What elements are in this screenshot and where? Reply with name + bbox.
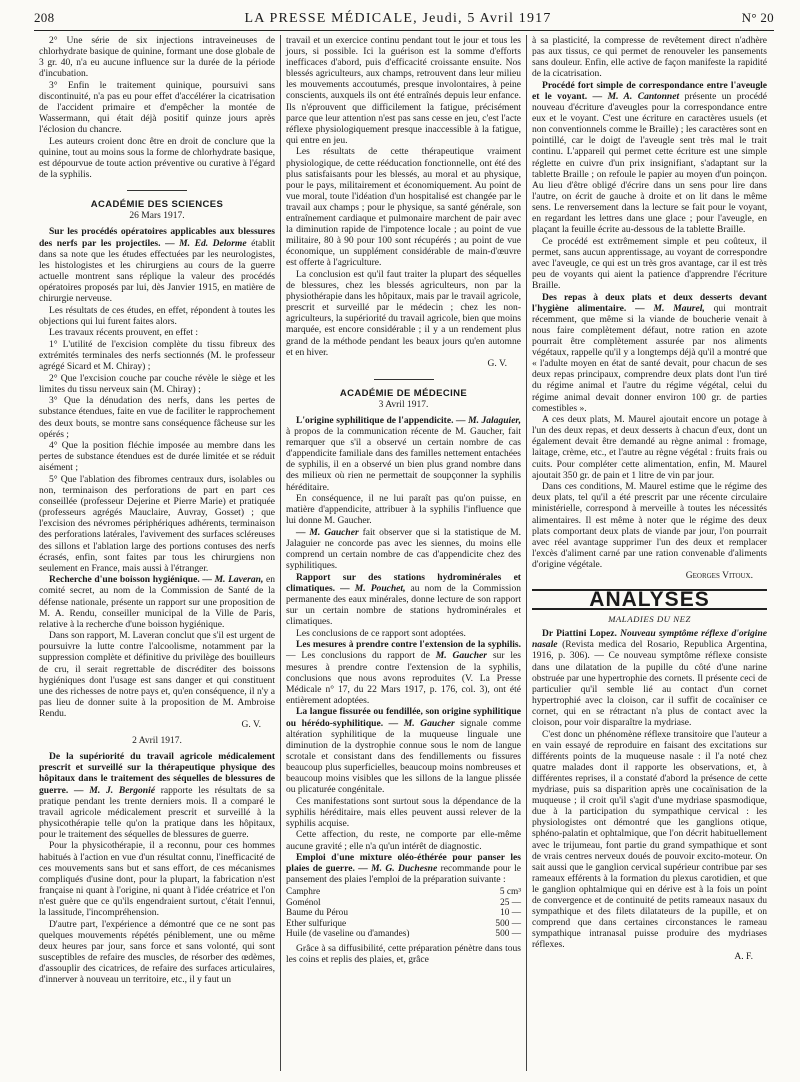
article-title: Emploi d'une mixture oléo-éthérée pour panser les plaies de guerre. <box>286 852 521 875</box>
article-text: à propos de la communication récente de M. Gaucher, fait remarquer que s'il a observé un certain nombre de cas d'appendicite familiale dans des familles nettement entachées de syphilis, il en a observé un bien plus grand nombre dans des milieux où rien ne permettait de soupçonner la syphilis héréditaire. <box>286 426 521 493</box>
article <box>286 415 521 493</box>
paragraph: C'est donc un phénomène réflexe transitoire que l'auteur a en vain essayé de reproduire en faisant des excitations sur différents points de la muqueuse nasale : il l'a noté chez quatre malades dont il rapporte les observations, et, à différentes reprises, il a constaté d'abord la présence de cette mydriase, puis sa disparition après une cocaïnisation de la muqueuse ; il croit qu'il s'agit d'une mydriase spasmodique, due à la participation du sympathique cervical : les physiologistes ont démontré que les ganglions otique, sphéno-palatin et ophtalmique, que l'on décrit habituellement avec le trijumeau, font partie du grand sympathique et sont de vrais centres nerveux doués de pouvoir excito-moteur. On sait aussi que le ganglion cervical supérieur contribue par ses rameaux efférents à la formation du plexus carotidien, et que le ganglion ophtalmique qui en dérive est à la fois un point de convergence et de continuité de petits rameaux nasaux du sympathique et des filets dilatateurs de la pupille, et on comprend que dans certaines circonstances le rameau sympathique intranasal puisse produire des mydriases réflexes. <box>532 728 767 951</box>
article-title: Sur les procédés opératoires applicables aux blessures des nerfs par les projectiles. <box>39 226 275 249</box>
article-title: L'origine syphilitique de l'appendicite. <box>296 415 454 426</box>
article-author: — M. A. Cantonnet <box>592 90 680 102</box>
article-author: — M. Maurel, <box>635 302 705 314</box>
paragraph: 3° Que la dénudation des nerfs, dans les pertes de substance étendues, faite en vue de faciliter le rapprochement des deux bouts, se montre sans conséquence fâcheuse sur les opérés ; <box>39 395 275 440</box>
paragraph: Les résultats de ces études, en effet, répondent à toutes les objections qui lui furent faites alors. <box>39 304 275 327</box>
header-rule <box>34 30 774 31</box>
article-author: — M. Pouchet, <box>340 582 406 594</box>
recipe-row <box>286 887 521 898</box>
article-author: — M. Laveran, <box>202 574 264 586</box>
paragraph: La conclusion est qu'il faut traiter la plupart des séquelles de blessures, chez les blessés agriculteurs, non par la physiothérapie dans les hôpitaux, mais par le travail agricole, prescrit et surveillé par le médecin ; chez les non-agriculteurs, la supériorité du travail agricole, bien que moins marquée, est encore considérable ; il y a un rendement plus grand de la méthode pendant les beaux jours qu'en automne et en hiver. <box>286 268 521 358</box>
paragraph: Grâce à sa diffusibilité, cette préparation pénètre dans tous les coins et replis des plaies, et, grâce <box>286 942 521 966</box>
running-header <box>34 0 774 28</box>
column-3 <box>526 35 772 1071</box>
paragraph: 2° Que l'excision couche par couche révèle le siège et les limites du tissu nerveux sain (M. Chiray) ; <box>39 372 275 395</box>
recipe-quantity: 10 — <box>500 908 521 919</box>
paragraph: 1° L'utilité de l'excision complète du tissu fibreux des extrémités terminales des nerfs sectionnés (M. le professeur agrégé Sicard et M. Chiray) ; <box>39 338 275 373</box>
article <box>286 527 521 571</box>
recipe-ingredient: Camphre <box>286 887 321 898</box>
signature: Georges Vitoux. <box>685 570 753 581</box>
recipe-quantity: 500 — <box>495 929 521 940</box>
section-heading: ACADÉMIE DES SCIENCES <box>90 199 224 211</box>
article <box>39 574 275 629</box>
separator <box>127 190 187 191</box>
recipe-ingredient: Goménol <box>286 897 321 908</box>
section-heading: ACADÉMIE DE MÉDECINE <box>339 387 468 399</box>
separator <box>374 379 434 380</box>
article <box>286 572 521 627</box>
publication-title: LA PRESSE MÉDICALE, Jeudi, 5 Avril 1917 <box>244 11 552 26</box>
paragraph: Ces manifestations sont surtout sous la dépendance de la syphilis héréditaire, mais elles peuvent aussi relever de la syphilis acquise. <box>286 795 521 829</box>
recipe-row <box>286 919 521 930</box>
paragraph: à sa plasticité, la compresse de revêtement direct n'adhère pas aux tissus, ce qui permet de renouveler les pansements sans douleur. Enfin, elle active de façon manifeste la rapidité de la cicatrisation. <box>532 35 767 80</box>
article-text: recommande pour le pansement des plaies l'emploi de la préparation suivante : <box>286 863 521 886</box>
paragraph: A ces deux plats, M. Maurel ajoutait encore un potage à l'un des deux repas, et deux desserts à chacun d'eux, dont un également devait être demandé au règne animal : fromage, laitage, crème, etc., et l'autre au règne végétal : fruits frais ou cuits. Pour compléter cette alimentation, enfin, M. Maurel ajoutait 350 gr. de pain et 1 litre de vin par jour. <box>532 414 767 481</box>
paragraph: 5° Que l'ablation des fibromes centraux durs, isolables ou non, terminaison des perforations de part en part ces conseillée (professeur Dejerine et Pierre Marie) et pratiquée (professeurs agrégés Mauclaire, Auvray, Gosset) ; que l'excision des névromes périphériques adhérents, terminaison des perforations latérales, l'avivement des surfaces scléreuses des sillons et l'ablation large des portions contuses des nerfs écrasés, enfin, sont faites par tous les chirurgiens non seulement en France, mais aussi à l'étranger. <box>39 473 275 574</box>
article-title: Les mesures à prendre contre l'extension de la syphilis. <box>296 639 521 651</box>
article-text: — Les conclusions du rapport de <box>286 650 430 662</box>
recipe-row <box>286 898 521 909</box>
page-number: 208 <box>34 10 55 25</box>
paragraph: travail et un exercice continu pendant tout le jour et tous les jours, si possible. Ici la guérison est la somme d'efforts inefficaces d'abord, puis d'efficacité croissante ensuite. Nos blessés agriculteurs, aux champs, retrouvent dans leur milieu les mouvements accoutumés, presque involontaires, à peine conscients, auxquels ils ont été entraînés depuis leur enfance. Ils n'éprouvent que difficilement la fatigue, précisément parce que leur attention n'est pas sans cesse en jeu, c'est l'acte réflexe physiologiquement presque inaccessible à la fatigue, qui entre en jeu. <box>286 35 521 146</box>
paragraph: D'autre part, l'expérience a démontré que ce ne sont pas quelques mouvements répétés péniblement, une ou même deux heures par jour, sans force et sans volonté, qui sont susceptibles de refaire des muscles, de résorber des œdèmes, d'assouplir des cicatrices, de refaire des surfaces articulaires, d'innerver à nouveau un territoire, etc., il y faut un <box>39 918 275 986</box>
session-date: 2 Avril 1917. <box>132 736 182 747</box>
recipe-quantity: 25 — <box>500 897 521 908</box>
article-text: sur les mesures à prendre contre l'extension de la syphilis, conclusions que nous avons reproduites (V. La Presse Médicale n° 17, du 22 Mars 1917, p. 176, col. 3), ont été entièrement adoptées. <box>286 650 522 706</box>
signature: A. F. <box>734 950 753 962</box>
recipe-quantity: 500 — <box>495 918 521 929</box>
article-title: La langue fissurée ou fendillée, son origine syphilitique ou hérédo-syphilitique. <box>286 706 521 729</box>
article-author: — M. Gaucher <box>388 717 455 729</box>
article-title: Procédé fort simple de correspondance entre l'aveugle et le voyant. <box>532 79 767 102</box>
session-date: 26 Mars 1917. <box>129 211 185 222</box>
issue-number: N° 20 <box>741 10 774 25</box>
recipe-row <box>286 929 521 940</box>
column-1 <box>34 35 280 1071</box>
article-text: présente un procédé nouveau d'écriture d'aveugles pour la correspondance entre eux et le voyant. C'est une écriture en caractères usuels (et non conventionnels comme le Braille) ; les caractères sont en pointillé, car le doigt de l'aveugle sent très mal le trait continu. L'appareil qui permet cette écriture est une simple réglette en cuivre d'un prix insignifiant, s'adaptant sur la tablette Braille ; on refoule le papier au moyen d'un poinçon. Au lieu d'être obligé d'écrire dans un sens pour lire dans l'autre, on écrit de gauche à droite et on lit dans le même sens. Le renversement dans la lecture se fait pour le voyant, en regardant les lettres dans une glace ; pour l'aveugle, en plaçant la feuille écrite au-dessous de la tablette Braille. <box>532 90 767 236</box>
article-author: — M. Gaucher <box>296 526 359 538</box>
article-author: — M. Ed. Delorme <box>165 237 247 249</box>
recipe-ingredient: Huile (de vaseline ou d'amandes) <box>286 929 410 940</box>
paragraph: 3° Enfin le traitement quinique, poursuivi sans discontinuité, n'a pas eu pour effet d'accélérer la cicatrisation de l'accident primaire et d'empêcher la montée de Wassermann, qui était déjà positif quinze jours après l'éclosion du chancre. <box>39 79 275 136</box>
article <box>532 80 767 235</box>
paragraph: Ce procédé est extrêmement simple et peu coûteux, il permet, sans aucun apprentissage, au voyant de correspondre avec l'aveugle, ce qui est un très gros avantage, car il est très peu de voyants qui aient la patience d'apprendre l'écriture Braille. <box>532 235 767 292</box>
paragraph: En conséquence, il ne lui paraît pas qu'on puisse, en matière d'appendicite, attribuer à la syphilis l'influence que lui donne M. Gaucher. <box>286 493 521 527</box>
analyses-heading: ANALYSES <box>532 589 767 610</box>
article-text: — Ce nouveau symptôme réflexe consiste dans une dilatation de la pupille du côté d'une narine obstruée par une hypertrophie des cornets. Il présente ceci de particulier qu'il semble lié au contact d'un cornet hypertrophié avec la cloison, car il suffit de cocaïniser ce cornet, qui en se rétractant n'a plus de contact avec la cloison, pour voir disparaître la mydriase. <box>532 650 767 729</box>
article <box>532 628 767 728</box>
article-text: qui montrait récemment, que même si la viande de boucherie venait à nous faire complètement défaut, notre ration en azote pourrait être complètement assurée par nos aliments végétaux, rappelle qu'il y a longtemps déjà qu'il a montré que « l'adulte moyen en état de santé devait, pour chacun de ses deux repas principaux, comprendre deux plats dont l'un tiré du régime animal et l'autre du régime végétal, celui du régime animal devait donner environ 100 gr. de parties comestibles ». <box>532 302 768 414</box>
recipe-ingredient: Baume du Pérou <box>286 908 348 919</box>
article-author: — M. G. Duchesne <box>358 863 438 875</box>
signature: G. V. <box>241 719 261 731</box>
paragraph: Dans ces conditions, M. Maurel estime que le régime des deux plats, tel qu'il a été prescrit par une récente circulaire ministérielle, correspond à merveille à toutes les nécessités alimentaires. Il est même à noter que le régime des deux plats comportant deux plats de viande par jour, l'on pourrait avec réel avantage supprimer l'un des deux et remplacer l'excès d'aliment carné par une ration convenable d'aliments d'origine végétale. <box>532 481 767 570</box>
signature: G. V. <box>487 357 507 369</box>
article <box>286 852 521 885</box>
recipe-ingredient: Ether sulfurique <box>286 918 347 929</box>
analyses-subheading: MALADIES DU NEZ <box>608 614 691 625</box>
paragraph: Les auteurs croient donc être en droit de conclure que la quinine, tout au moins sous la forme de chlorhydrate basique, est dépourvue de toute action préventive ou curative à l'égard de la syphilis. <box>39 135 275 181</box>
paragraph: 2° Une série de six injections intraveineuses de chlorhydrate basique de quinine, formant une dose globale de 3 gr. 40, n'a eu aucune influence sur la durée de la période d'incubation. <box>39 35 275 80</box>
article <box>286 639 521 706</box>
article-author: — M. J. Bergonié <box>74 784 155 796</box>
recipe-quantity: 5 cm³ <box>499 887 521 898</box>
article <box>39 751 275 840</box>
article-source: (Revista medica del Rosario, Republica Argentina, 1916, p. 306). <box>532 639 767 662</box>
article-author: — M. Jalaguier, <box>456 415 522 426</box>
paragraph: Les travaux récents prouvent, en effet : <box>49 327 199 339</box>
paragraph: Les conclusions de ce rapport sont adoptées. <box>296 627 466 639</box>
paragraph: Cette affection, du reste, ne comporte par elle-même aucune gravité ; elle n'a qu'un intérêt de diagnostic. <box>286 829 521 852</box>
paragraph: Dans son rapport, M. Laveran conclut que s'il est urgent de poursuivre la lutte contre l'alcoolisme, notamment par la suppression complète et définitive du privilège des bouilleurs de cru, il serait regrettable de discréditer des boissons hygiéniques dont l'usage est sans danger et qui constituent une des richesses de notre pays et, qu'en conséquence, il n'y a pas lieu de donner suite à la proposition de M. Ambroise Rendu. <box>39 630 275 719</box>
article <box>39 226 275 304</box>
article-author: Dr Piattini Lopez. <box>542 628 617 640</box>
article-text: fait observer que si la statistique de M. Jalaguier ne concorde pas avec les siennes, du moins elle comprend un certain nombre de cas d'appendicite chez des syphilitiques. <box>286 526 521 572</box>
recipe-table <box>286 887 521 940</box>
article-title: Nouveau symptôme réflexe d'origine nasale <box>532 628 768 651</box>
article-text: rapporte les résultats de sa pratique pendant les trente derniers mois. Il a comparé le travail agricole médicalement prescrit et surveillé à la physicothérapie telle qu'on la pratique dans les hôpitaux, pour le traitement des séquelles de blessures de guerre. <box>39 784 275 840</box>
session-date: 3 Avril 1917. <box>378 399 429 410</box>
paragraph: Pour la physicothérapie, il a reconnu, pour ces hommes habitués à l'action en vue d'un résultat connu, l'inefficacité de ces mouvements sans but et sans effort, de ces mécanismes compliqués d'usine dont, pour la plupart, la fabrication n'est française ni quant à l'origine, ni quant à l'idée créatrice et l'on n'est guère que ce qu'ils engendraient surtout, c'était l'ennui, la lassitude, l'incompréhension. <box>39 840 275 919</box>
column-2 <box>280 35 526 1071</box>
paragraph: 4° Que la position fléchie imposée au membre dans les pertes de substance étendues est de durée limitée et se réduit aisément ; <box>39 440 275 474</box>
article-title: De la supériorité du travail agricole médicalement prescrit et surveillé sur la thérapeutique physique des hôpitaux dans le traitement des séquelles de blessures de guerre. <box>39 751 275 796</box>
article-text: établit dans sa note que les études effectuées par les neurologistes, les histologistes et les chirurgiens au cours de la guerre actuelle montrent sans réplique la valeur des procédés opératoires proposés par lui, dès Janvier 1915, en matière de chirurgie nerveuse. <box>39 237 275 304</box>
article-title: Recherche d'une boisson hygiénique. <box>49 574 200 586</box>
recipe-row <box>286 908 521 919</box>
paragraph: Les résultats de cette thérapeutique vraiment physiologique, de cette rééducation fonctionnelle, ont été des plus satisfaisants pour les blessés, au moral et au physique, pour le pays, militairement et économiquement. Au point de vue moral, toute l'idéation d'un hospitalisé est changée par le travail aux champs ; pour le physique, sa santé générale, son entraînement cardiaque et pulmonaire marchent de pair avec la diminution rapide de l'impotence locale ; au point de vue militaire, 80 à 90 pour 100 sont récupérés ; au point de vue économique, un supplément considérable de main-d'œuvre est offerte à l'agriculture. <box>286 146 521 269</box>
article <box>286 706 521 795</box>
article-author: M. Gaucher <box>435 650 487 662</box>
columns <box>34 35 774 1071</box>
article-text: en comité secret, au nom de la Commission de Santé de la défense nationale, présente un rapport sur une proposition de M. A. Rendu, conseiller municipal de la Ville de Paris, relative à la recherche d'une boisson hygiénique. <box>39 574 276 630</box>
article <box>532 292 767 414</box>
article-text: signale comme altération syphilitique de la muqueuse linguale une diminution de la dystrophie connue sous le nom de langue scrotale et consistant dans des fendillements ou fissures beaucoup plus superficielles, beaucoup moins nombreuses et beaucoup moins visibles que les sillons de la langue plissée ou plicaturée congénitale. <box>286 717 521 796</box>
article-title: Rapport sur des stations hydrominérales et climatiques. <box>286 571 521 594</box>
article-title: Des repas à deux plats et deux desserts devant l'hygiène alimentaire. <box>532 291 767 314</box>
article-text: au nom de la Commission permanente des eaux minérales, donne lecture de son rapport sur un certain nombre de stations hydrominérales et climatiques. <box>286 582 521 628</box>
